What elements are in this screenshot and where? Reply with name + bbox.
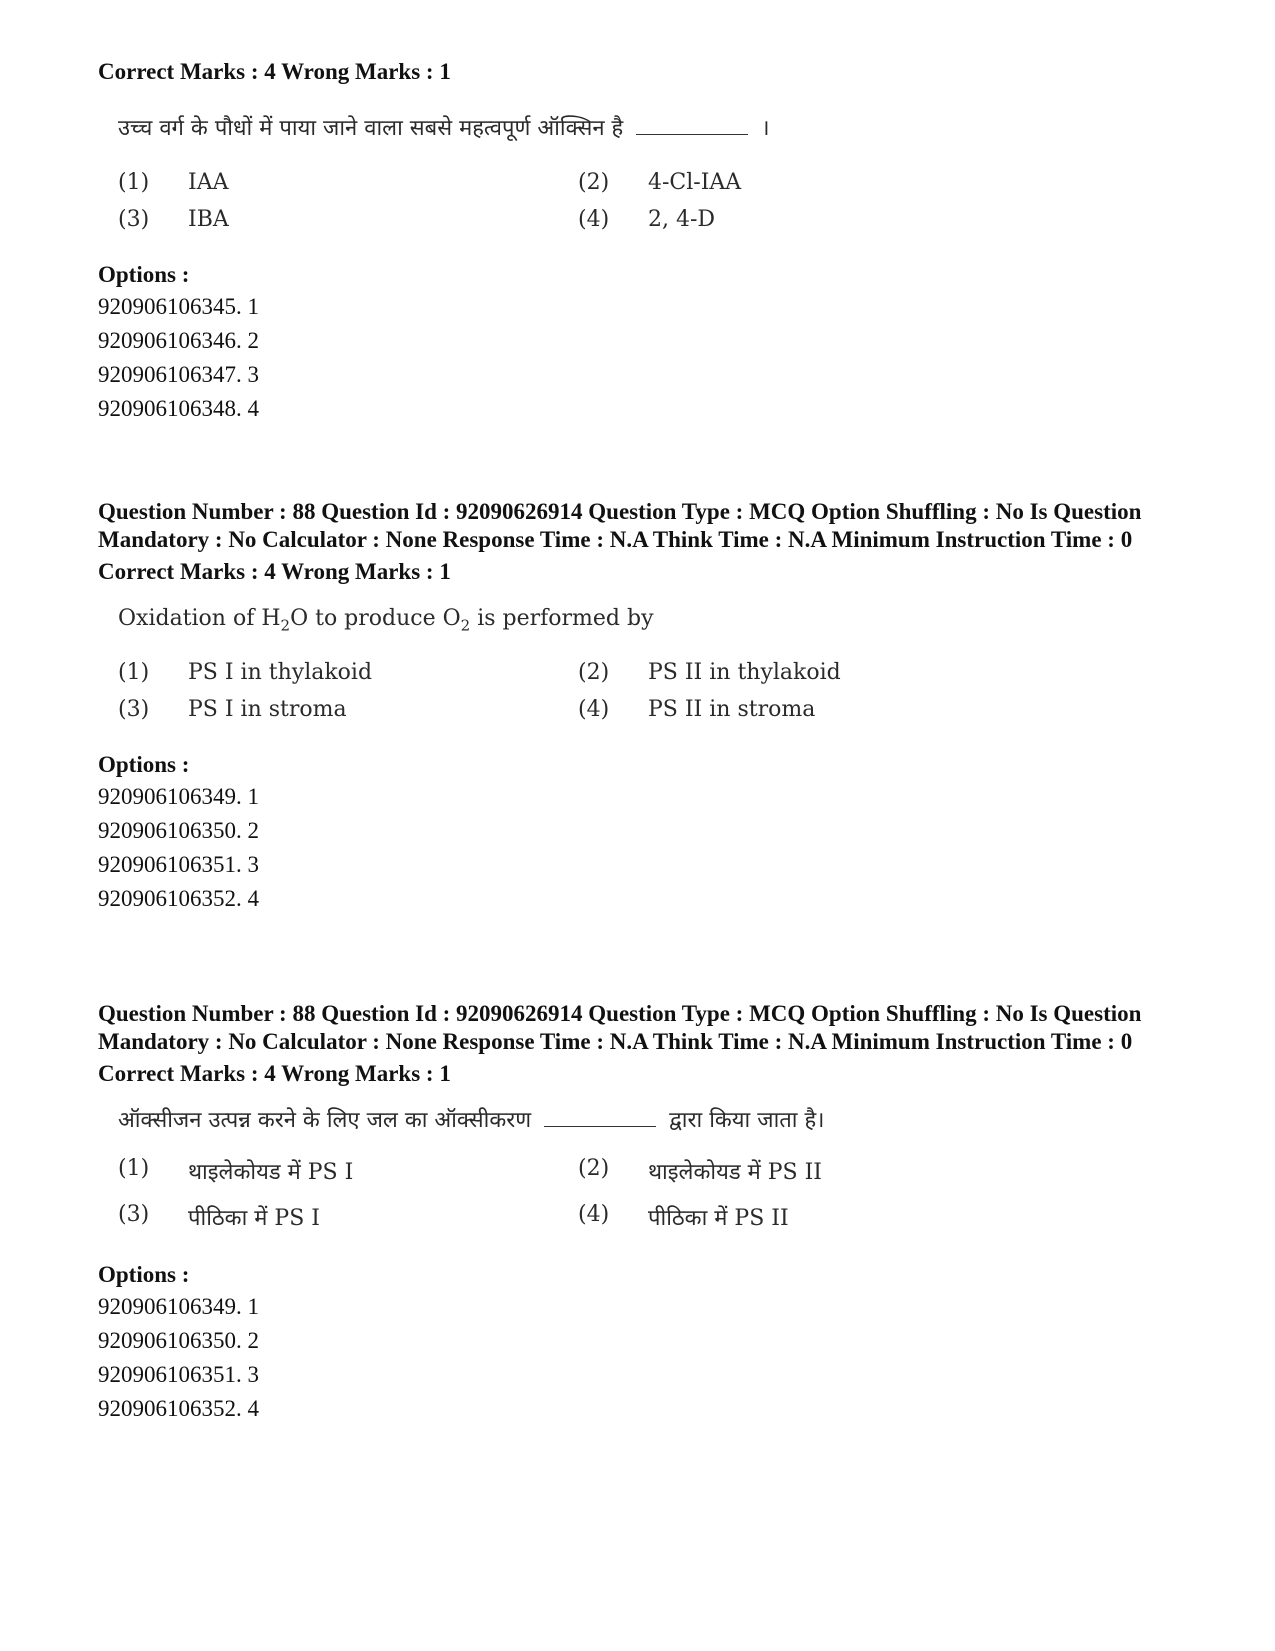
question-image [118,604,1188,722]
marks-line: Correct Marks : 4 Wrong Marks : 1 [98,559,451,584]
question-block-2 [98,498,1188,916]
option-item: 920906106346. 2 [98,328,259,353]
choice-item: (4) 2, 4-D [578,207,716,232]
choices-grid [118,660,1188,722]
choices-grid [118,170,1188,232]
option-item: 920906106351. 3 [98,852,259,878]
option-item: 920906106350. 2 [98,1328,259,1353]
fill-blank [544,1125,656,1127]
question-text: उच्च वर्ग के पौधों में पाया जाने वाला सबसे महत्वपूर्ण ऑक्सिन है । [118,116,770,141]
option-item: 920906106352. 4 [98,886,259,912]
options-label: Options : [98,752,190,778]
choice-item: (1) IAA [118,170,229,195]
choice-item: (3) IBA [118,207,229,232]
question-image [118,114,1188,232]
choices-grid [118,1156,1188,1232]
question-text: ऑक्सीजन उत्पन्न करने के लिए जल का ऑक्सीकरण द्वारा किया जाता है। [118,1108,825,1133]
option-item: 920906106352. 4 [98,1396,259,1421]
options-list [98,780,1188,916]
option-item: 920906106347. 3 [98,362,259,387]
option-item: 920906106348. 4 [98,396,259,421]
choice-item: (4) PS II in stroma [578,697,816,723]
choice-item: (4) पीठिका में PS II [578,1202,789,1231]
question-text: Oxidation of $H_2O$ to produce $O_2$ is performed by [118,606,654,635]
question-meta: Question Number : 88 Question Id : 92090626914 Question Type : MCQ Option Shuffling : No Is Question Mandatory : No Calculator : None Response Time : N.A Think Time : N.A Minimum Instruction Time : 0 [98,1001,1142,1054]
fill-blank [636,133,748,135]
choice-item: (2) PS II in thylakoid [578,660,841,686]
choice-item: (3) PS I in stroma [118,697,347,723]
choice-item: (2) थाइलेकोयड में PS II [578,1156,822,1185]
option-item: 920906106349. 1 [98,784,259,810]
choice-item: (2) 4-Cl-IAA [578,170,742,195]
option-item: 920906106349. 1 [98,1294,259,1319]
choice-item: (3) पीठिका में PS I [118,1202,320,1231]
options-label: Options : [98,262,190,287]
marks-line: Correct Marks : 4 Wrong Marks : 1 [98,59,451,84]
question-block-1 [98,58,1188,426]
options-label: Options : [98,1262,190,1287]
choice-item: (1) थाइलेकोयड में PS I [118,1156,354,1185]
question-block-3 [98,1000,1188,1426]
question-image [118,1106,1188,1232]
marks-line: Correct Marks : 4 Wrong Marks : 1 [98,1061,451,1086]
option-item: 920906106345. 1 [98,294,259,319]
option-item: 920906106350. 2 [98,818,259,844]
option-item: 920906106351. 3 [98,1362,259,1387]
options-list [98,1290,1188,1426]
choice-item: (1) PS I in thylakoid [118,660,373,686]
question-meta: Question Number : 88 Question Id : 92090626914 Question Type : MCQ Option Shuffling : No Is Question Mandatory : No Calculator : None Response Time : N.A Think Time : N.A Minimum Instruction Time : 0 [98,499,1142,552]
options-list [98,290,1188,426]
